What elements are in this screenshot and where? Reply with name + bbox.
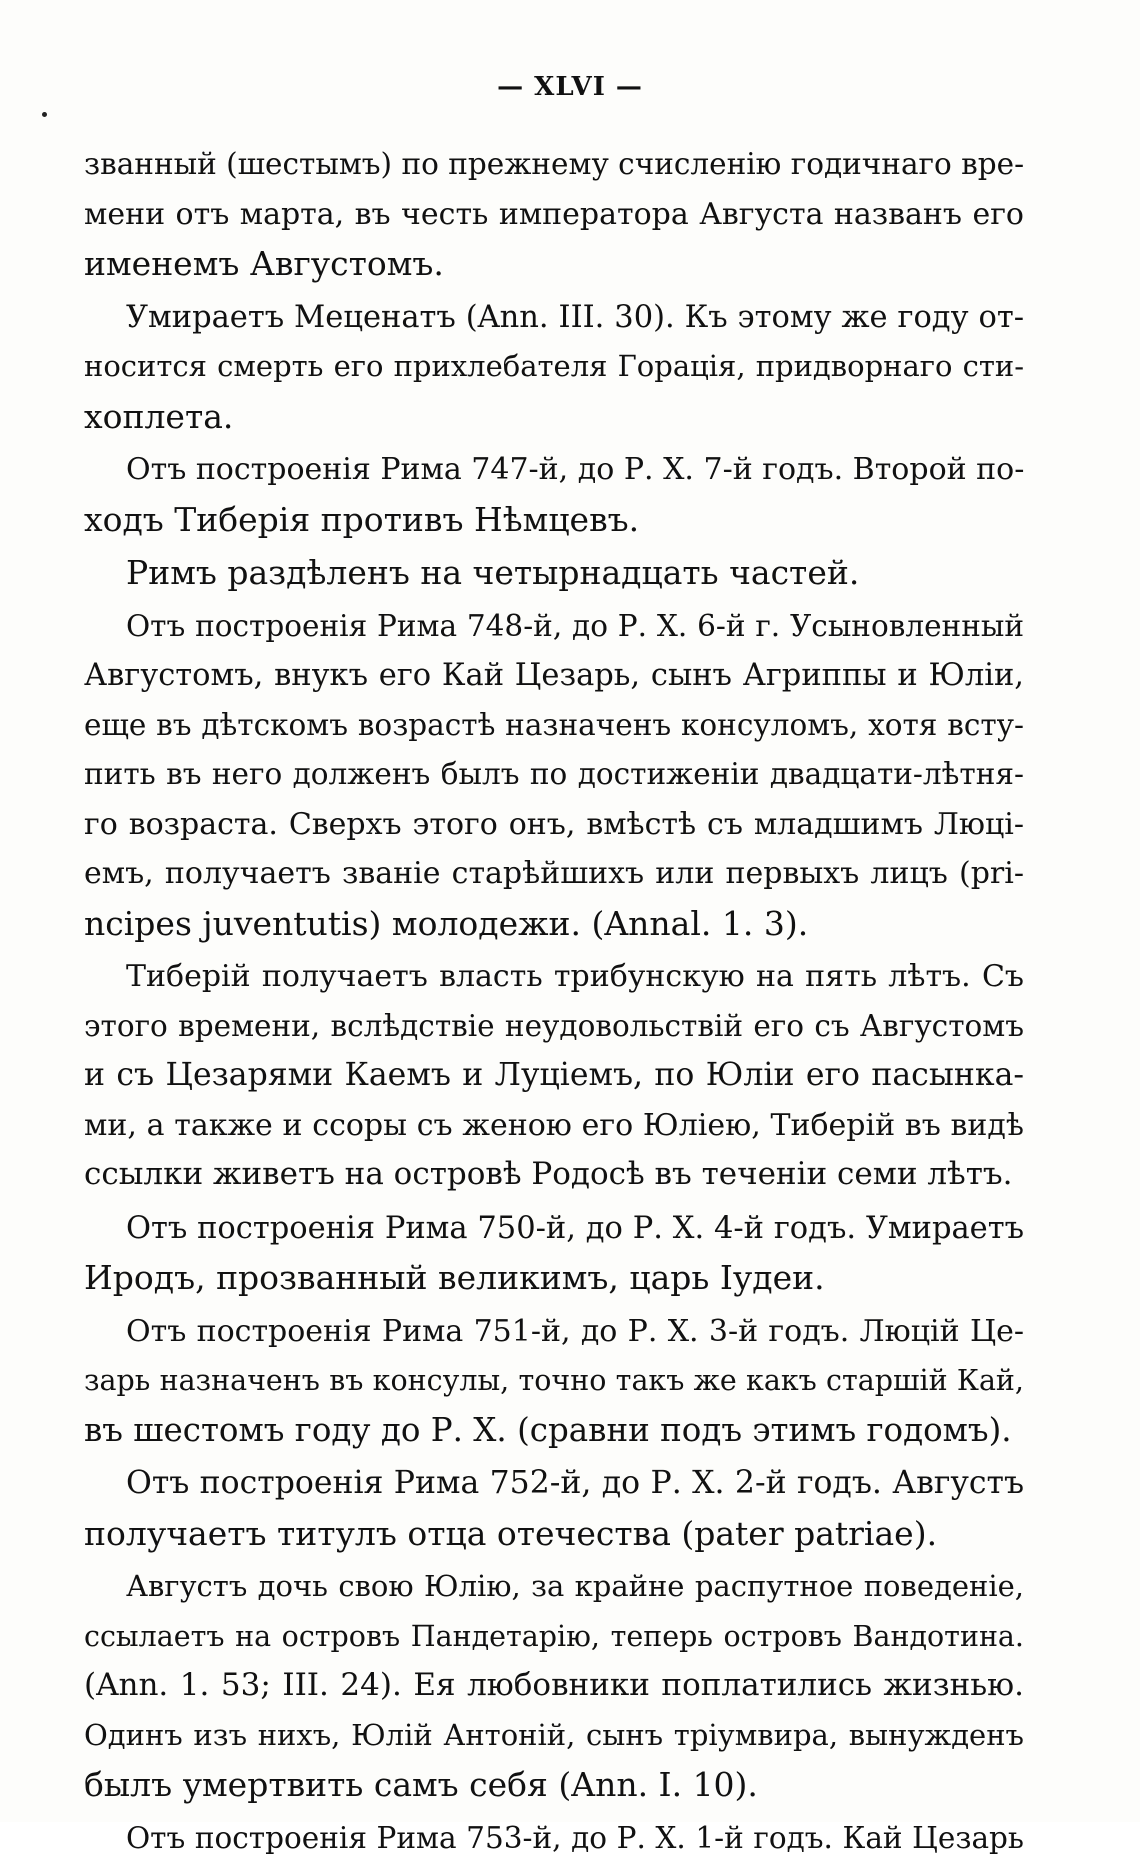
text-line: Отъ построенія Рима 752-й, до Р. Х. 2-й годъ. Августъ — [84, 1459, 1024, 1509]
text-line: го возраста. Сверхъ этого онъ, вмѣстѣ съ младшимъ Люці- — [84, 800, 1024, 850]
paragraph — [84, 1459, 1024, 1558]
text-line: Августомъ, внукъ его Кай Цезарь, сынъ Агриппы и Юліи, — [84, 651, 1024, 701]
text-line: емъ, получаетъ званіе старѣйшихъ или первыхъ лицъ (pri- — [84, 849, 1024, 899]
paragraph — [84, 1814, 1024, 1863]
text-line: мени отъ марта, въ честь императора Августа названъ его — [84, 190, 1024, 240]
text-line: ходъ Тиберія противъ Нѣмцевъ. — [84, 495, 1024, 545]
text-line: былъ умертвить самъ себя (Ann. I. 10). — [84, 1760, 1024, 1810]
paragraph — [84, 1562, 1024, 1810]
paragraph — [84, 1204, 1024, 1303]
paragraph — [84, 445, 1024, 544]
text-line: носится смерть его прихлебателя Горація, придворнаго сти- — [84, 342, 1024, 392]
text-line: Тиберій получаетъ власть трибунскую на пять лѣтъ. Съ — [84, 952, 1024, 1002]
paragraph — [84, 293, 1024, 442]
text-line: ссылки живетъ на островѣ Родосѣ въ теченіи семи лѣтъ. — [84, 1150, 1024, 1200]
text-line: и съ Цезарями Каемъ и Луціемъ, по Юліи его пасынка- — [84, 1051, 1024, 1101]
text-line: Отъ построенія Рима 748-й, до Р. Х. 6-й г. Усыновленный — [84, 602, 1024, 652]
text-line: Умираетъ Меценатъ (Ann. III. 30). Къ этому же году от- — [84, 293, 1024, 343]
text-line: ми, а также и ссоры съ женою его Юліею, Тиберій въ видѣ — [84, 1101, 1024, 1151]
paragraph — [84, 1307, 1024, 1456]
text-line: зарь назначенъ въ консулы, точно такъ же какъ старшій Кай, — [84, 1356, 1024, 1406]
body-text — [84, 140, 1024, 1863]
text-line: въ шестомъ году до Р. Х. (сравни подъ этимъ годомъ). — [84, 1406, 1024, 1456]
text-line: ссылаетъ на островъ Пандетарію, теперь островъ Вандотина. — [84, 1612, 1024, 1662]
text-line: Римъ раздѣленъ на четырнадцать частей. — [84, 548, 1024, 598]
text-line: Отъ построенія Рима 750-й, до Р. Х. 4-й годъ. Умираетъ — [84, 1204, 1024, 1254]
paragraph — [84, 602, 1024, 949]
text-line: еще въ дѣтскомъ возрастѣ назначенъ консуломъ, хотя всту- — [84, 701, 1024, 751]
paragraph — [84, 548, 1024, 598]
text-line: Одинъ изъ нихъ, Юлій Антоній, сынъ тріумвира, вынужденъ — [84, 1711, 1024, 1761]
text-line: пить въ него долженъ былъ по достиженіи двадцати-лѣтня- — [84, 750, 1024, 800]
text-line: ncipes juventutis) молодежи. (Annal. 1. 3). — [84, 899, 1024, 949]
page-header: — XLVI — — [0, 72, 1140, 102]
text-line: Августъ дочь свою Юлію, за крайне распутное поведеніе, — [84, 1562, 1024, 1612]
text-line: Отъ построенія Рима 753-й, до Р. Х. 1-й годъ. Кай Цезарь — [84, 1814, 1024, 1863]
text-line: Иродъ, прозванный великимъ, царь Іудеи. — [84, 1253, 1024, 1303]
text-line: именемъ Августомъ. — [84, 239, 1024, 289]
text-line: (Ann. 1. 53; III. 24). Ея любовники поплатились жизнью. — [84, 1661, 1024, 1711]
text-line: этого времени, вслѣдствіе неудовольствій его съ Августомъ — [84, 1002, 1024, 1052]
text-line: хоплета. — [84, 392, 1024, 442]
paragraph — [84, 140, 1024, 289]
text-line: получаетъ титулъ отца отечества (pater patriae). — [84, 1509, 1024, 1559]
ink-speck — [42, 112, 47, 117]
text-line: званный (шестымъ) по прежнему счисленію годичнаго вре- — [84, 140, 1024, 190]
text-line: Отъ построенія Рима 747-й, до Р. Х. 7-й годъ. Второй по- — [84, 445, 1024, 495]
paragraph — [84, 952, 1024, 1200]
text-line: Отъ построенія Рима 751-й, до Р. Х. 3-й годъ. Люцій Це- — [84, 1307, 1024, 1357]
